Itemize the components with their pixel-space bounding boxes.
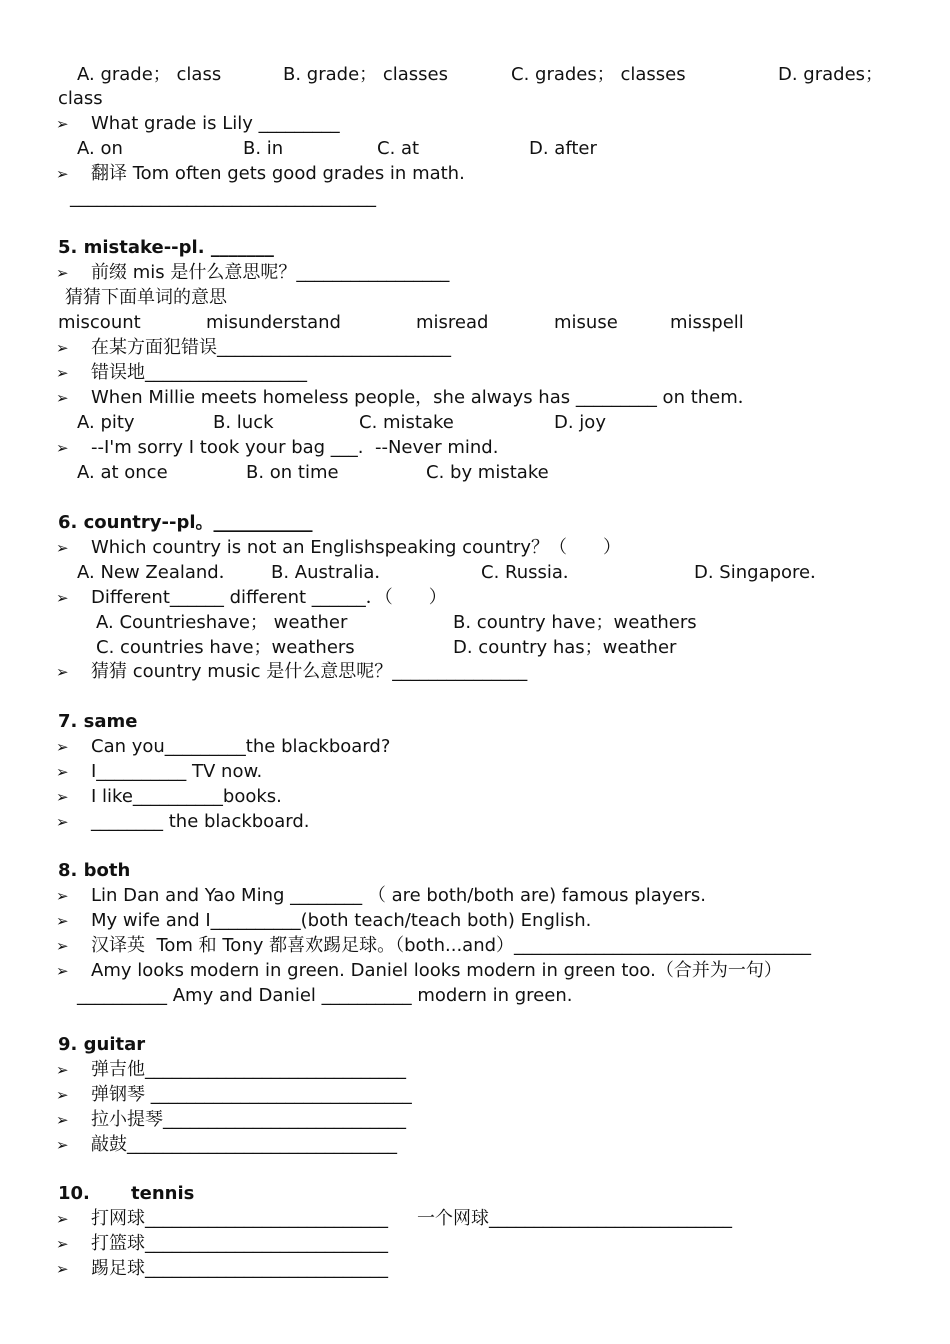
s6-q2: Different______ different ______．（ ） [91,587,447,608]
option-a: A. New Zealand． [77,562,237,583]
option-c: C. countries have；weathers [96,637,355,658]
bullet-arrow-icon: ➢ [56,115,69,133]
bullet-arrow-icon: ➢ [56,339,69,357]
option-b: B. grade； classes [283,64,449,85]
bullet-arrow-icon: ➢ [56,1111,69,1129]
word-misread: misread [416,312,489,333]
option-b: B. Australia． [271,562,393,583]
answer-line: __________________________________ [70,187,376,208]
option-d: D. grades； [778,64,884,85]
bullet-arrow-icon: ➢ [56,962,69,980]
s8-item: My wife and I__________(both teach/teach both) English. [91,910,592,931]
word-miscount: miscount [58,312,141,333]
bullet-arrow-icon: ➢ [56,389,69,407]
word-misuse: misuse [554,312,618,333]
s9-item: 拉小提琴___________________________ [91,1109,406,1130]
option-d: D. country has；weather [453,637,677,658]
bullet-arrow-icon: ➢ [56,813,69,831]
option-b: B. country have；weathers [453,612,697,633]
question-grade: What grade is Lily _________ [91,113,340,134]
section-8-heading: 8. both [58,860,131,881]
s7-item: ________ the blackboard. [91,811,310,832]
s7-item: Can you_________the blackboard? [91,736,391,757]
s8-combine: __________ Amy and Daniel __________ modern in green. [77,985,573,1006]
section-10-heading: tennis [131,1183,195,1204]
bullet-arrow-icon: ➢ [56,763,69,781]
s10-item: 打篮球___________________________ [91,1233,388,1254]
translate-question: 翻译 Tom often gets good grades in math. [91,163,465,184]
section-7-heading: 7. same [58,711,138,732]
section-10-number: 10. [58,1183,90,1204]
option-d: D. after [529,138,597,159]
s9-item: 弹钢琴 _____________________________ [91,1084,412,1105]
s5-guess: 猜猜下面单词的意思 [65,287,227,308]
bullet-arrow-icon: ➢ [56,264,69,282]
bullet-arrow-icon: ➢ [56,912,69,930]
s7-item: I like__________books. [91,786,282,807]
bullet-arrow-icon: ➢ [56,439,69,457]
option-a: A. at once [77,462,168,483]
s5-q2: 在某方面犯错误__________________________ [91,337,451,358]
bullet-arrow-icon: ➢ [56,1136,69,1154]
option-b: B. on time [246,462,339,483]
bullet-arrow-icon: ➢ [56,788,69,806]
section-6-heading: 6. country--pl。___________ [58,512,313,533]
bullet-arrow-icon: ➢ [56,663,69,681]
bullet-arrow-icon: ➢ [56,539,69,557]
bullet-arrow-icon: ➢ [56,1061,69,1079]
option-d: D. joy [554,412,606,433]
section-5-heading: 5. mistake--pl. _______ [58,237,274,258]
s6-q3: 猜猜 country music 是什么意思呢？_______________ [91,661,528,682]
bullet-arrow-icon: ➢ [56,165,69,183]
option-d: D. Singapore． [694,562,829,583]
option-c: C. Russia． [481,562,581,583]
option-a: A. Countrieshave； weather [96,612,348,633]
s9-item: 敲鼓______________________________ [91,1134,397,1155]
option-a: A. grade； class [77,64,222,85]
option-c: C. mistake [359,412,454,433]
option-c: C. grades； classes [511,64,686,85]
option-b: B. in [243,138,284,159]
section-9-heading: 9. guitar [58,1034,146,1055]
bullet-arrow-icon: ➢ [56,1235,69,1253]
option-b: B. luck [213,412,274,433]
option-c: C. at [377,138,420,159]
option-a: A. on [77,138,123,159]
bullet-arrow-icon: ➢ [56,1086,69,1104]
option-d-wrap: class [58,88,103,109]
word-misspell: misspell [670,312,744,333]
s5-q1: 前缀 mis 是什么意思呢？_________________ [91,262,450,283]
s5-q3: 错误地__________________ [91,362,307,383]
s10-extra: 一个网球___________________________ [417,1208,732,1229]
option-c: C. by mistake [426,462,549,483]
word-misunderstand: misunderstand [206,312,341,333]
option-a: A. pity [77,412,135,433]
s8-item: 汉译英 Tom 和 Tony 都喜欢踢足球。（both...and）_________________________________ [91,935,812,956]
bullet-arrow-icon: ➢ [56,364,69,382]
s10-item: 踢足球___________________________ [91,1258,388,1279]
bullet-arrow-icon: ➢ [56,589,69,607]
s7-item: I__________ TV now. [91,761,263,782]
s6-q1: Which country is not an Englishspeaking country？（ ） [91,537,621,558]
s8-item: Amy looks modern in green. Daniel looks modern in green too.（合并为一句） [91,960,782,981]
bullet-arrow-icon: ➢ [56,1210,69,1228]
bullet-arrow-icon: ➢ [56,887,69,905]
bullet-arrow-icon: ➢ [56,738,69,756]
bullet-arrow-icon: ➢ [56,937,69,955]
s5-q4: When Millie meets homeless people，she always has _________ on them． [91,387,756,408]
s5-q5: --I'm sorry I took your bag ___. --Never mind. [91,437,499,458]
s10-item: 打网球___________________________ [91,1208,388,1229]
bullet-arrow-icon: ➢ [56,1260,69,1278]
s8-item: Lin Dan and Yao Ming ________ （ are both/both are) famous players. [91,885,706,906]
s9-item: 弹吉他_____________________________ [91,1059,406,1080]
